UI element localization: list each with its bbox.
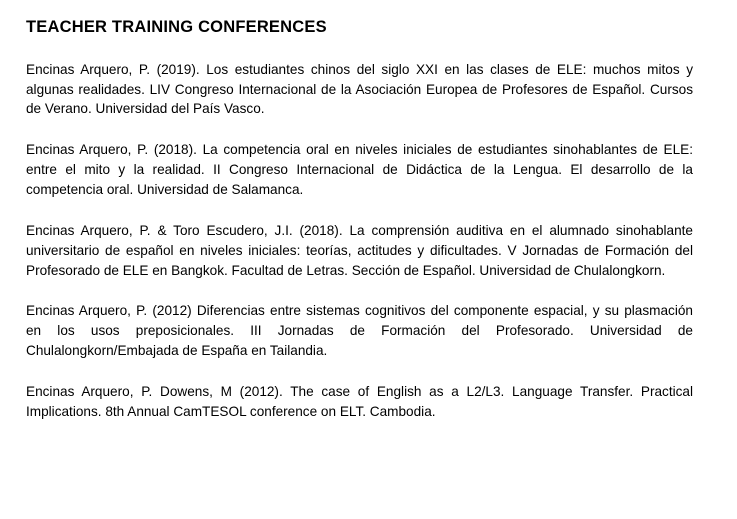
reference-entry: Encinas Arquero, P. (2012) Diferencias entre sistemas cognitivos del componente espacial, y su plasmación en los usos preposicionales. III Jornadas de Formación del Profesorado. Universidad de Chulalongkorn/Embajada de España en Tailandia. <box>26 303 693 359</box>
reference-entry: Encinas Arquero, P. (2019). Los estudiantes chinos del siglo XXI en las clases de ELE: muchos mitos y algunas realidades. LIV Congreso Internacional de la Asociación Europea de Profesores de Español. Cursos de Verano. Universidad del País Vasco. <box>26 61 693 117</box>
reference-entry: Encinas Arquero, P. & Toro Escudero, J.I. (2018). La comprensión auditiva en el alumnado sinohablante universitario de español en niveles iniciales: teorías, actitudes y dificultades. V Jornadas de Formación del Profesorado de ELE en Bangkok. Facultad de Letras. Sección de Español. Universidad de Chulalongkorn. <box>26 222 693 278</box>
reference-entry: Encinas Arquero, P. (2018). La competencia oral en niveles iniciales de estudiantes sinohablantes de ELE: entre el mito y la realidad. II Congreso Internacional de Didáctica de la Lengua. El desarrollo de la competencia oral. Universidad de Salamanca. <box>26 142 693 198</box>
page-title: TEACHER TRAINING CONFERENCES <box>26 18 327 36</box>
reference-entry: Encinas Arquero, P. Dowens, M (2012). The case of English as a L2/L3. Language Transfer. Practical Implications. 8th Annual CamTESOL conference on ELT. Cambodia. <box>26 383 693 419</box>
